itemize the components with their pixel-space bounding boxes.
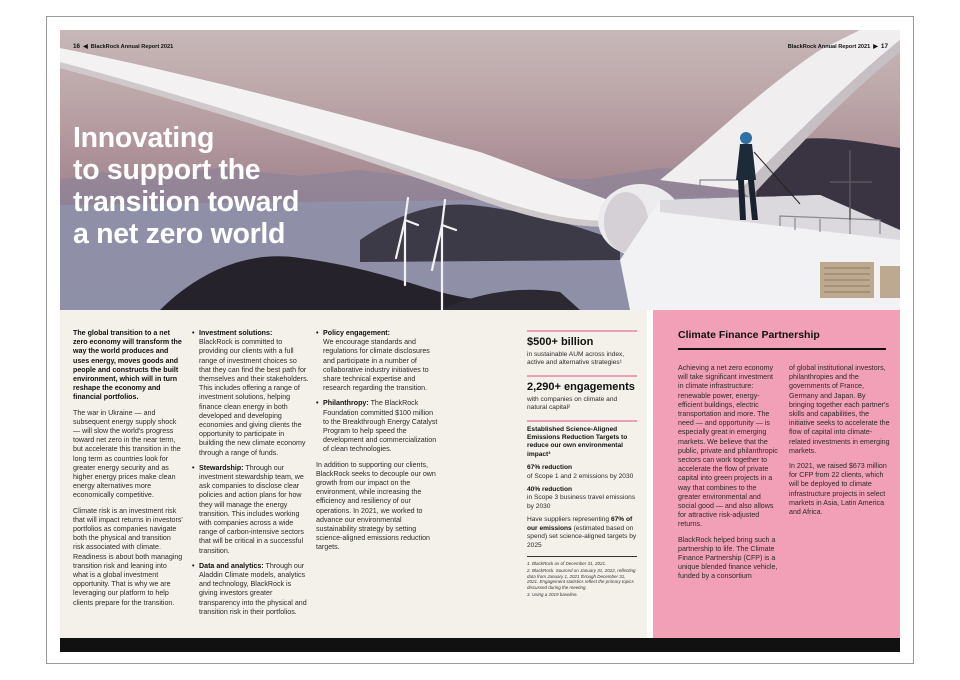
stat-text: in sustainable AUM across index, active and alternative strategies¹ bbox=[527, 351, 625, 367]
bullet-investment-solutions bbox=[192, 329, 310, 458]
footnote: 1. BlackRock as of December 31, 2021. bbox=[527, 560, 607, 566]
cfp-column-left bbox=[678, 364, 780, 588]
target-text: in Scope 3 business travel emissions by 2030 bbox=[527, 494, 636, 510]
column-solutions bbox=[192, 329, 310, 623]
report-spread bbox=[60, 30, 900, 652]
stat-rule bbox=[527, 330, 637, 332]
stat-text: with companies on climate and natural capital² bbox=[527, 395, 618, 412]
cfp-paragraph: Achieving a net zero economy will take significant investment in climate infrastructure: renewable power, energy-efficient buildings, electric transportation and more. The need — and opportunity — is especially great in emerging markets. We believe that the public, private and philanthropic sectors can work together to accelerate the flow of private capital into green projects in a way that combines to the greater environmental and social good — and also allows for attractive risk-adjusted returns. bbox=[678, 364, 778, 529]
column-intro bbox=[73, 329, 183, 614]
hero-headline bbox=[73, 122, 373, 250]
bottom-bar bbox=[60, 638, 900, 652]
left-page-folio bbox=[73, 43, 173, 50]
intro-lead: The global transition to a net zero economy will transform the way the world produces and uses energy, moves goods and people and constructs the built environment, which will in turn reshape the economy and financial portfolios. bbox=[73, 329, 182, 402]
bullet-policy-engagement bbox=[316, 329, 438, 393]
stat-engagements bbox=[527, 375, 637, 413]
target-text: Have suppliers representing bbox=[527, 516, 610, 524]
cfp-paragraph: of global institutional investors, philanthropies and the governments of France, Germany and Japan. By bringing together each partner's skills and capabilities, the initiative seeks to accelerate the flow of capital into climate-related investments in emerging markets. bbox=[789, 364, 890, 455]
bullet-text: BlackRock is committed to providing our clients with a full range of investment choices so that they can find the best path for themselves and their stakeholders. This includes offering a range of investment solutions, helping finance clean energy in both developed and developing economies and giving clients the opportunity to participate in building the new climate economy through a range of funds. bbox=[199, 338, 309, 457]
bullet-text: The BlackRock Foundation committed $100 million to the Breakthrough Energy Catalyst Program to help speed the development and commercialization of clean technologies. bbox=[323, 399, 438, 454]
stat-rule bbox=[527, 420, 637, 422]
bullet-text: Through our Aladdin Climate models, analytics and technology, BlackRock is giving investors greater transparency into the physical and transition risk in their portfolios. bbox=[199, 561, 307, 616]
stats-column bbox=[527, 330, 637, 599]
bullet-text: Through our investment stewardship team, we ask companies to disclose clear policies and action plans for how they will manage the energy transition. This includes working with companies across a wide range of carbon-intensive sectors that will be critical in a successful transition. bbox=[199, 463, 304, 555]
caret-right-icon: ▶ bbox=[873, 44, 878, 50]
target-item bbox=[527, 516, 637, 550]
target-bold: 67% of our emissions bbox=[527, 516, 633, 532]
stat-value: $500+ billion bbox=[527, 336, 594, 348]
bullet-label: Investment solutions: bbox=[199, 329, 273, 337]
target-text: (estimated based on spend) set science-aligned targets by 2025 bbox=[527, 524, 637, 549]
cfp-heading: Climate Finance Partnership bbox=[678, 329, 820, 341]
hero-photo bbox=[60, 30, 900, 310]
caret-left-icon: ◀ bbox=[83, 44, 88, 50]
bullet-philanthropy bbox=[316, 399, 438, 454]
target-bold: 40% reduction bbox=[527, 486, 573, 494]
right-page-number: 17 bbox=[880, 43, 888, 50]
target-bold: 67% reduction bbox=[527, 464, 573, 472]
left-page-number: 16 bbox=[73, 43, 81, 50]
cfp-heading-rule bbox=[678, 348, 886, 350]
headline-line: Innovating bbox=[73, 122, 215, 154]
target-item bbox=[527, 486, 637, 511]
right-running-title: BlackRock Annual Report 2021 bbox=[787, 43, 871, 50]
bullet-label: Philanthropy: bbox=[323, 399, 369, 408]
target-item bbox=[527, 464, 637, 481]
left-running-title: BlackRock Annual Report 2021 bbox=[90, 43, 174, 50]
cfp-paragraph: In 2021, we raised $673 million for CFP from 22 clients, which will be deployed to climate infrastructure projects in select markets in Asia, Latin America and Africa. bbox=[789, 462, 887, 517]
bullet-text: We encourage standards and regulations for climate disclosures and participate in a number of collaborative industry initiatives to share technical expertise and research regarding the transition. bbox=[323, 338, 430, 393]
panel-notch bbox=[78, 310, 96, 319]
ukraine-paragraph: The war in Ukraine — and subsequent energy supply shock — will slow the world's progress toward net zero in the near term, but accelerate this transition in the long term as countries look for greater energy security and as higher energy prices make clean energy alternatives more economically competitive. bbox=[73, 408, 181, 500]
bullet-data-analytics bbox=[192, 562, 310, 617]
bullet-label: Stewardship: bbox=[199, 463, 244, 472]
targets-heading: Established Science-Aligned Emissions Reduction Targets to reduce our own environmental impact³ bbox=[527, 425, 628, 458]
footnote: 2. BlackRock. Sourced on January 31, 2022, reflecting data from January 1, 2021 through December 31, 2021. Engagement statistics reflect the primary topics discussed during the meeting. bbox=[527, 568, 636, 590]
headline-line: transition toward bbox=[73, 186, 300, 218]
decouple-paragraph: In addition to supporting our clients, BlackRock seeks to decouple our own growth from our impact on the environment, while increasing the efficiency and resiliency of our operations. In 2021, we worked to advance our environmental sustainability strategy by setting science-aligned emissions reduction targets. bbox=[316, 460, 436, 552]
cfp-paragraph: BlackRock helped bring such a partnership to life. The Climate Finance Partnership (CFP) is a unique blended finance vehicle, funded by a consortium bbox=[678, 535, 778, 581]
climate-risk-paragraph: Climate risk is an investment risk that will impact returns in investors' portfolios as companies navigate both the physical and transition risk associated with climate. Readiness is about both managing transition risk and leaning into what is a global investment opportunity. That is why we are leveraging our platform to help clients prepare for the transition. bbox=[73, 506, 183, 607]
bullet-label: Data and analytics: bbox=[199, 561, 264, 570]
stat-value: 2,290+ engagements bbox=[527, 380, 635, 393]
cfp-column-right bbox=[789, 364, 891, 523]
column-policy bbox=[316, 329, 438, 559]
footnote: 3. Using a 2019 baseline. bbox=[527, 591, 578, 597]
bullet-label: Policy engagement: bbox=[323, 329, 391, 337]
footnotes bbox=[527, 556, 637, 598]
right-page-folio bbox=[788, 43, 888, 50]
stat-rule bbox=[527, 375, 637, 377]
headline-line: to support the bbox=[73, 154, 261, 186]
headline-line: a net zero world bbox=[73, 218, 286, 250]
target-text: of Scope 1 and 2 emissions by 2030 bbox=[527, 472, 634, 480]
stat-aum bbox=[527, 330, 637, 368]
bullet-stewardship bbox=[192, 464, 310, 556]
